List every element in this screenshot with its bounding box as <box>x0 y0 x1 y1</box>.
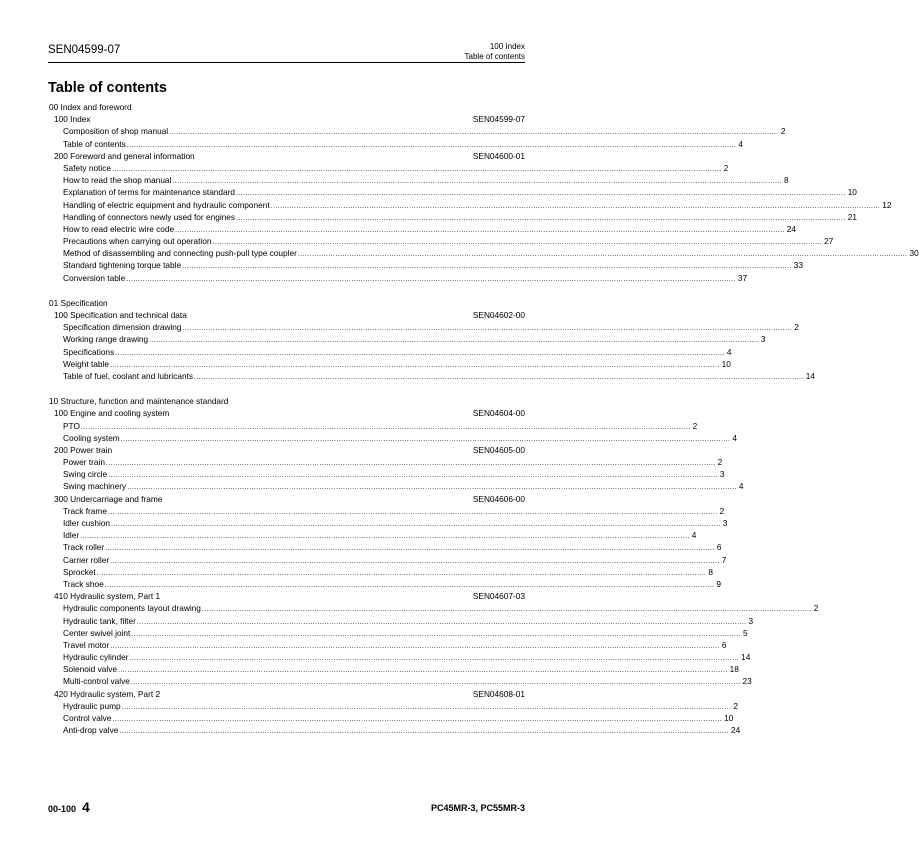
dot-leader: .................................................................................................................................................................................................................................................................... <box>80 533 690 541</box>
toc-group-row <box>48 309 525 321</box>
header-section-info <box>465 42 525 62</box>
toc-entry-page: 6 <box>716 542 722 553</box>
dot-leader: .................................................................................................................................................................................................................................................................... <box>105 460 716 468</box>
toc-entry-page: 10 <box>721 358 731 369</box>
toc-entry[interactable] <box>48 174 789 186</box>
dot-leader: .................................................................................................................................................................................................................................................................... <box>110 557 720 565</box>
toc-entry-label: Cooling system <box>63 432 120 443</box>
dot-leader: .................................................................................................................................................................................................................................................................... <box>126 275 736 283</box>
toc-entry-page: 10 <box>724 713 734 723</box>
toc-group-label: 100 Engine and cooling system <box>54 408 170 419</box>
toc-entry-label: Working range drawing <box>63 334 149 345</box>
toc-group-label: 420 Hydraulic system, Part 2 <box>54 688 161 699</box>
toc-entry[interactable] <box>48 639 727 651</box>
toc-section-heading: 00 Index and foreword <box>49 102 132 112</box>
toc-entry-page: 4 <box>738 481 744 492</box>
toc-entry-label: Power train <box>63 457 105 468</box>
toc-entry-page: 2 <box>813 603 819 614</box>
toc-entry[interactable] <box>48 432 737 444</box>
toc-entry[interactable] <box>48 651 751 663</box>
toc-entry[interactable] <box>48 333 766 345</box>
toc-entry-label: Travel motor <box>63 639 110 650</box>
toc-entry-page: 9 <box>716 578 722 589</box>
toc-group-row <box>48 688 525 700</box>
dot-leader: .................................................................................................................................................................................................................................................................... <box>119 728 729 736</box>
toc-group-label: 410 Hydraulic system, Part 1 <box>54 591 161 602</box>
dot-leader: .................................................................................................................................................................................................................................................................... <box>96 569 707 577</box>
dot-leader: .................................................................................................................................................................................................................................................................... <box>212 239 823 247</box>
dot-leader: .................................................................................................................................................................................................................................................................... <box>194 373 804 381</box>
toc-entry-label: Standard tightening torque table <box>63 260 182 271</box>
toc-group-code: SEN04602-00 <box>472 310 525 320</box>
dot-leader: .................................................................................................................................................................................................................................................................... <box>80 423 691 431</box>
toc-entry-page: 30 <box>909 248 919 259</box>
toc-entry-label: Sprocket <box>63 566 96 577</box>
toc-entry-page: 33 <box>793 260 803 271</box>
toc-entry[interactable] <box>48 138 744 150</box>
toc-entry-label: Hydraulic components layout drawing <box>63 603 201 614</box>
toc-group-code: SEN04599-07 <box>472 114 525 125</box>
toc-entry[interactable] <box>48 346 732 358</box>
toc-entry-label: Swing circle <box>63 469 108 480</box>
toc-entry[interactable] <box>48 675 752 687</box>
dot-leader: .................................................................................................................................................................................................................................................................... <box>109 361 720 369</box>
dot-leader: .................................................................................................................................................................................................................................................................... <box>126 141 737 149</box>
toc-entry-label: Carrier roller <box>63 554 110 565</box>
toc-entry[interactable] <box>48 358 731 370</box>
dot-leader: .................................................................................................................................................................................................................................................................... <box>121 703 732 711</box>
toc-entry-page: 4 <box>691 530 697 541</box>
toc-entry-page: 10 <box>847 187 857 198</box>
toc-entry[interactable] <box>48 566 714 578</box>
toc-entry-label: Solenoid valve <box>63 664 117 675</box>
toc-entry-page: 2 <box>733 700 738 711</box>
dot-leader: .................................................................................................................................................................................................................................................................... <box>117 667 728 675</box>
toc-entry-page: 4 <box>726 346 732 357</box>
toc-entry[interactable] <box>48 125 786 137</box>
toc-entry[interactable] <box>48 627 748 639</box>
toc-entry-page: 4 <box>732 432 737 443</box>
toc-entry-page: 8 <box>708 566 714 577</box>
toc-entry-label: Anti-drop valve <box>63 725 119 736</box>
toc-entry-label: Explanation of terms for maintenance standard <box>63 187 236 198</box>
dot-leader: .................................................................................................................................................................................................................................................................... <box>108 472 718 480</box>
toc-group-code: SEN04606-00 <box>472 493 525 504</box>
toc-entry[interactable] <box>48 272 748 284</box>
toc-entry[interactable] <box>48 712 734 724</box>
toc-group-row <box>48 493 525 505</box>
dot-leader: .................................................................................................................................................................................................................................................................... <box>201 606 812 614</box>
toc-entry[interactable] <box>48 162 729 174</box>
toc-entry[interactable] <box>48 541 722 553</box>
toc-entry-page: 24 <box>786 223 797 234</box>
footer-section-code: 00-100 <box>48 804 77 814</box>
toc-entry-label: Idler <box>63 530 80 541</box>
dot-leader: .................................................................................................................................................................................................................................................................... <box>115 349 725 357</box>
toc-entry-label: Idler cushion <box>63 518 111 528</box>
toc-entry-page: 2 <box>794 322 799 333</box>
toc-entry-page: 3 <box>748 615 754 626</box>
toc-entry-label: Composition of shop manual <box>63 126 169 137</box>
toc-entry-label: Control valve <box>63 713 112 723</box>
toc-group-label: 100 Index <box>54 114 91 125</box>
toc-entry-label: Track frame <box>63 505 107 516</box>
toc-group-code: SEN04608-01 <box>472 688 525 699</box>
dot-leader: .................................................................................................................................................................................................................................................................... <box>111 521 721 528</box>
toc-entry[interactable] <box>48 223 797 235</box>
toc-group-row <box>48 150 525 162</box>
toc-entry[interactable] <box>48 663 739 675</box>
toc-entry-page: 5 <box>742 627 748 638</box>
toc-entry[interactable] <box>48 505 725 517</box>
toc-section-heading: 10 Structure, function and maintenance standard <box>49 396 229 407</box>
toc-section-heading: 01 Specification <box>49 297 108 308</box>
toc-entry-label: Conversion table <box>63 272 126 283</box>
dot-leader: .................................................................................................................................................................................................................................................................... <box>297 251 908 259</box>
toc-group-code: SEN04604-00 <box>472 408 525 419</box>
toc-entry[interactable] <box>48 321 799 333</box>
toc-entry-label: Center swivel joint <box>63 627 131 638</box>
toc-entry[interactable] <box>48 199 892 211</box>
dot-leader: .................................................................................................................................................................................................................................................................... <box>111 165 722 173</box>
dot-leader: .................................................................................................................................................................................................................................................................... <box>236 214 846 222</box>
toc-group-label: 300 Undercarriage and frame <box>54 493 163 504</box>
dot-leader: .................................................................................................................................................................................................................................................................... <box>112 716 723 723</box>
toc-entry[interactable] <box>48 480 744 492</box>
table-of-contents <box>48 101 919 736</box>
footer-models: PC45MR-3, PC55MR-3 <box>430 803 525 813</box>
toc-entry-page: 3 <box>722 518 728 528</box>
toc-entry-page: 2 <box>717 457 723 468</box>
toc-entry[interactable] <box>48 468 725 480</box>
toc-group-row <box>48 590 525 602</box>
toc-entry[interactable] <box>48 517 728 529</box>
toc-entry-label: How to read the shop manual <box>63 175 172 186</box>
toc-entry-label: Safety notice <box>63 162 111 173</box>
page-title: Table of contents <box>48 80 167 96</box>
toc-entry-label: Method of disassembling and connecting push-pull type coupler <box>63 248 297 259</box>
toc-entry-label: Track roller <box>63 542 105 553</box>
toc-entry[interactable] <box>48 420 698 432</box>
toc-entry[interactable] <box>48 235 834 247</box>
toc-entry-label: Hydraulic pump <box>63 700 121 711</box>
dot-leader: .................................................................................................................................................................................................................................................................... <box>182 325 793 333</box>
toc-group-code: SEN04605-00 <box>472 444 525 455</box>
dot-leader: .................................................................................................................................................................................................................................................................... <box>149 337 759 345</box>
toc-entry-page: 37 <box>737 272 748 283</box>
toc-entry-page: 27 <box>824 236 834 247</box>
toc-group-row <box>48 113 525 125</box>
toc-group-row <box>48 444 525 456</box>
toc-entry[interactable] <box>48 529 697 541</box>
toc-entry-page: 2 <box>780 126 786 137</box>
toc-entry-label: Hydraulic cylinder <box>63 652 129 663</box>
dot-leader: .................................................................................................................................................................................................................................................................... <box>131 630 741 638</box>
toc-entry-page: 21 <box>847 211 857 222</box>
toc-group-label: 100 Specification and technical data <box>54 310 187 320</box>
toc-entry-label: Table of contents <box>63 138 126 149</box>
dot-leader: .................................................................................................................................................................................................................................................................... <box>169 129 779 137</box>
header-section-title: 100 Index <box>489 42 525 51</box>
toc-entry-label: Handling of connectors newly used for engines <box>63 211 236 222</box>
toc-entry-label: Specification dimension drawing <box>63 322 182 333</box>
toc-entry-page: 12 <box>882 199 892 210</box>
toc-entry-page: 2 <box>723 162 729 173</box>
toc-entry[interactable] <box>48 554 727 566</box>
header-subsection-title: Table of contents <box>464 52 525 61</box>
toc-entry-page: 6 <box>721 639 727 650</box>
toc-entry[interactable] <box>48 456 723 468</box>
dot-leader: .................................................................................................................................................................................................................................................................... <box>182 263 792 271</box>
document-code: SEN04599-07 <box>48 44 121 56</box>
toc-entry-label: How to read electric wire code <box>63 223 175 234</box>
dot-leader: .................................................................................................................................................................................................................................................................... <box>130 679 741 687</box>
dot-leader: .................................................................................................................................................................................................................................................................... <box>127 484 737 492</box>
toc-entry-label: Swing machinery <box>63 481 127 492</box>
dot-leader: .................................................................................................................................................................................................................................................................... <box>129 655 740 663</box>
dot-leader: .................................................................................................................................................................................................................................................................... <box>107 508 718 516</box>
toc-entry-label: Handling of electric equipment and hydraulic component <box>63 199 270 210</box>
dot-leader: .................................................................................................................................................................................................................................................................... <box>136 618 747 626</box>
dot-leader: .................................................................................................................................................................................................................................................................... <box>236 190 846 198</box>
toc-entry-page: 24 <box>731 725 741 736</box>
dot-leader: .................................................................................................................................................................................................................................................................... <box>105 545 715 553</box>
dot-leader: .................................................................................................................................................................................................................................................................... <box>172 178 783 186</box>
toc-entry[interactable] <box>48 700 738 712</box>
toc-entry[interactable] <box>48 247 919 259</box>
dot-leader: .................................................................................................................................................................................................................................................................... <box>120 435 731 443</box>
toc-entry-page: 4 <box>738 138 744 149</box>
dot-leader: .................................................................................................................................................................................................................................................................... <box>110 642 720 650</box>
toc-entry-label: Weight table <box>63 358 109 369</box>
dot-leader: .................................................................................................................................................................................................................................................................... <box>270 202 881 210</box>
toc-entry-page: 7 <box>721 554 727 565</box>
toc-entry[interactable] <box>48 211 857 223</box>
toc-entry-page: 3 <box>719 469 725 480</box>
toc-entry[interactable] <box>48 578 722 590</box>
toc-entry[interactable] <box>48 724 741 736</box>
toc-entry-label: Table of fuel, coolant and lubricants <box>63 370 194 381</box>
toc-entry[interactable] <box>48 602 819 614</box>
dot-leader: .................................................................................................................................................................................................................................................................... <box>175 226 785 234</box>
toc-entry[interactable] <box>48 186 857 198</box>
header-divider <box>48 62 525 63</box>
toc-group-label: 200 Power train <box>54 444 113 455</box>
toc-entry-page: 8 <box>784 175 789 186</box>
toc-entry-label: Hydraulic tank, filter <box>63 615 136 626</box>
toc-entry[interactable] <box>48 370 815 382</box>
toc-entry-label: PTO <box>63 420 80 431</box>
toc-entry-page: 2 <box>719 505 725 516</box>
dot-leader: .................................................................................................................................................................................................................................................................... <box>104 581 715 589</box>
toc-entry-page: 2 <box>692 420 698 431</box>
toc-group-code: SEN04600-01 <box>472 150 525 161</box>
toc-entry-page: 23 <box>742 676 752 687</box>
toc-group-label: 200 Foreword and general information <box>54 150 195 161</box>
footer-page-ref <box>48 799 90 815</box>
toc-group-code: SEN04607-03 <box>472 591 525 602</box>
footer-page-number: 4 <box>82 799 90 815</box>
toc-entry-page: 14 <box>741 652 751 663</box>
toc-group-row <box>48 407 525 419</box>
toc-entry-page: 3 <box>760 334 766 345</box>
toc-entry[interactable] <box>48 259 803 271</box>
toc-entry-label: Specifications <box>63 346 115 357</box>
toc-entry-page: 18 <box>729 664 739 675</box>
toc-entry[interactable] <box>48 615 754 627</box>
toc-entry-page: 14 <box>805 370 815 381</box>
toc-entry-label: Multi-control valve <box>63 676 130 687</box>
toc-entry-label: Track shoe <box>63 578 104 589</box>
toc-entry-label: Precautions when carrying out operation <box>63 236 212 247</box>
